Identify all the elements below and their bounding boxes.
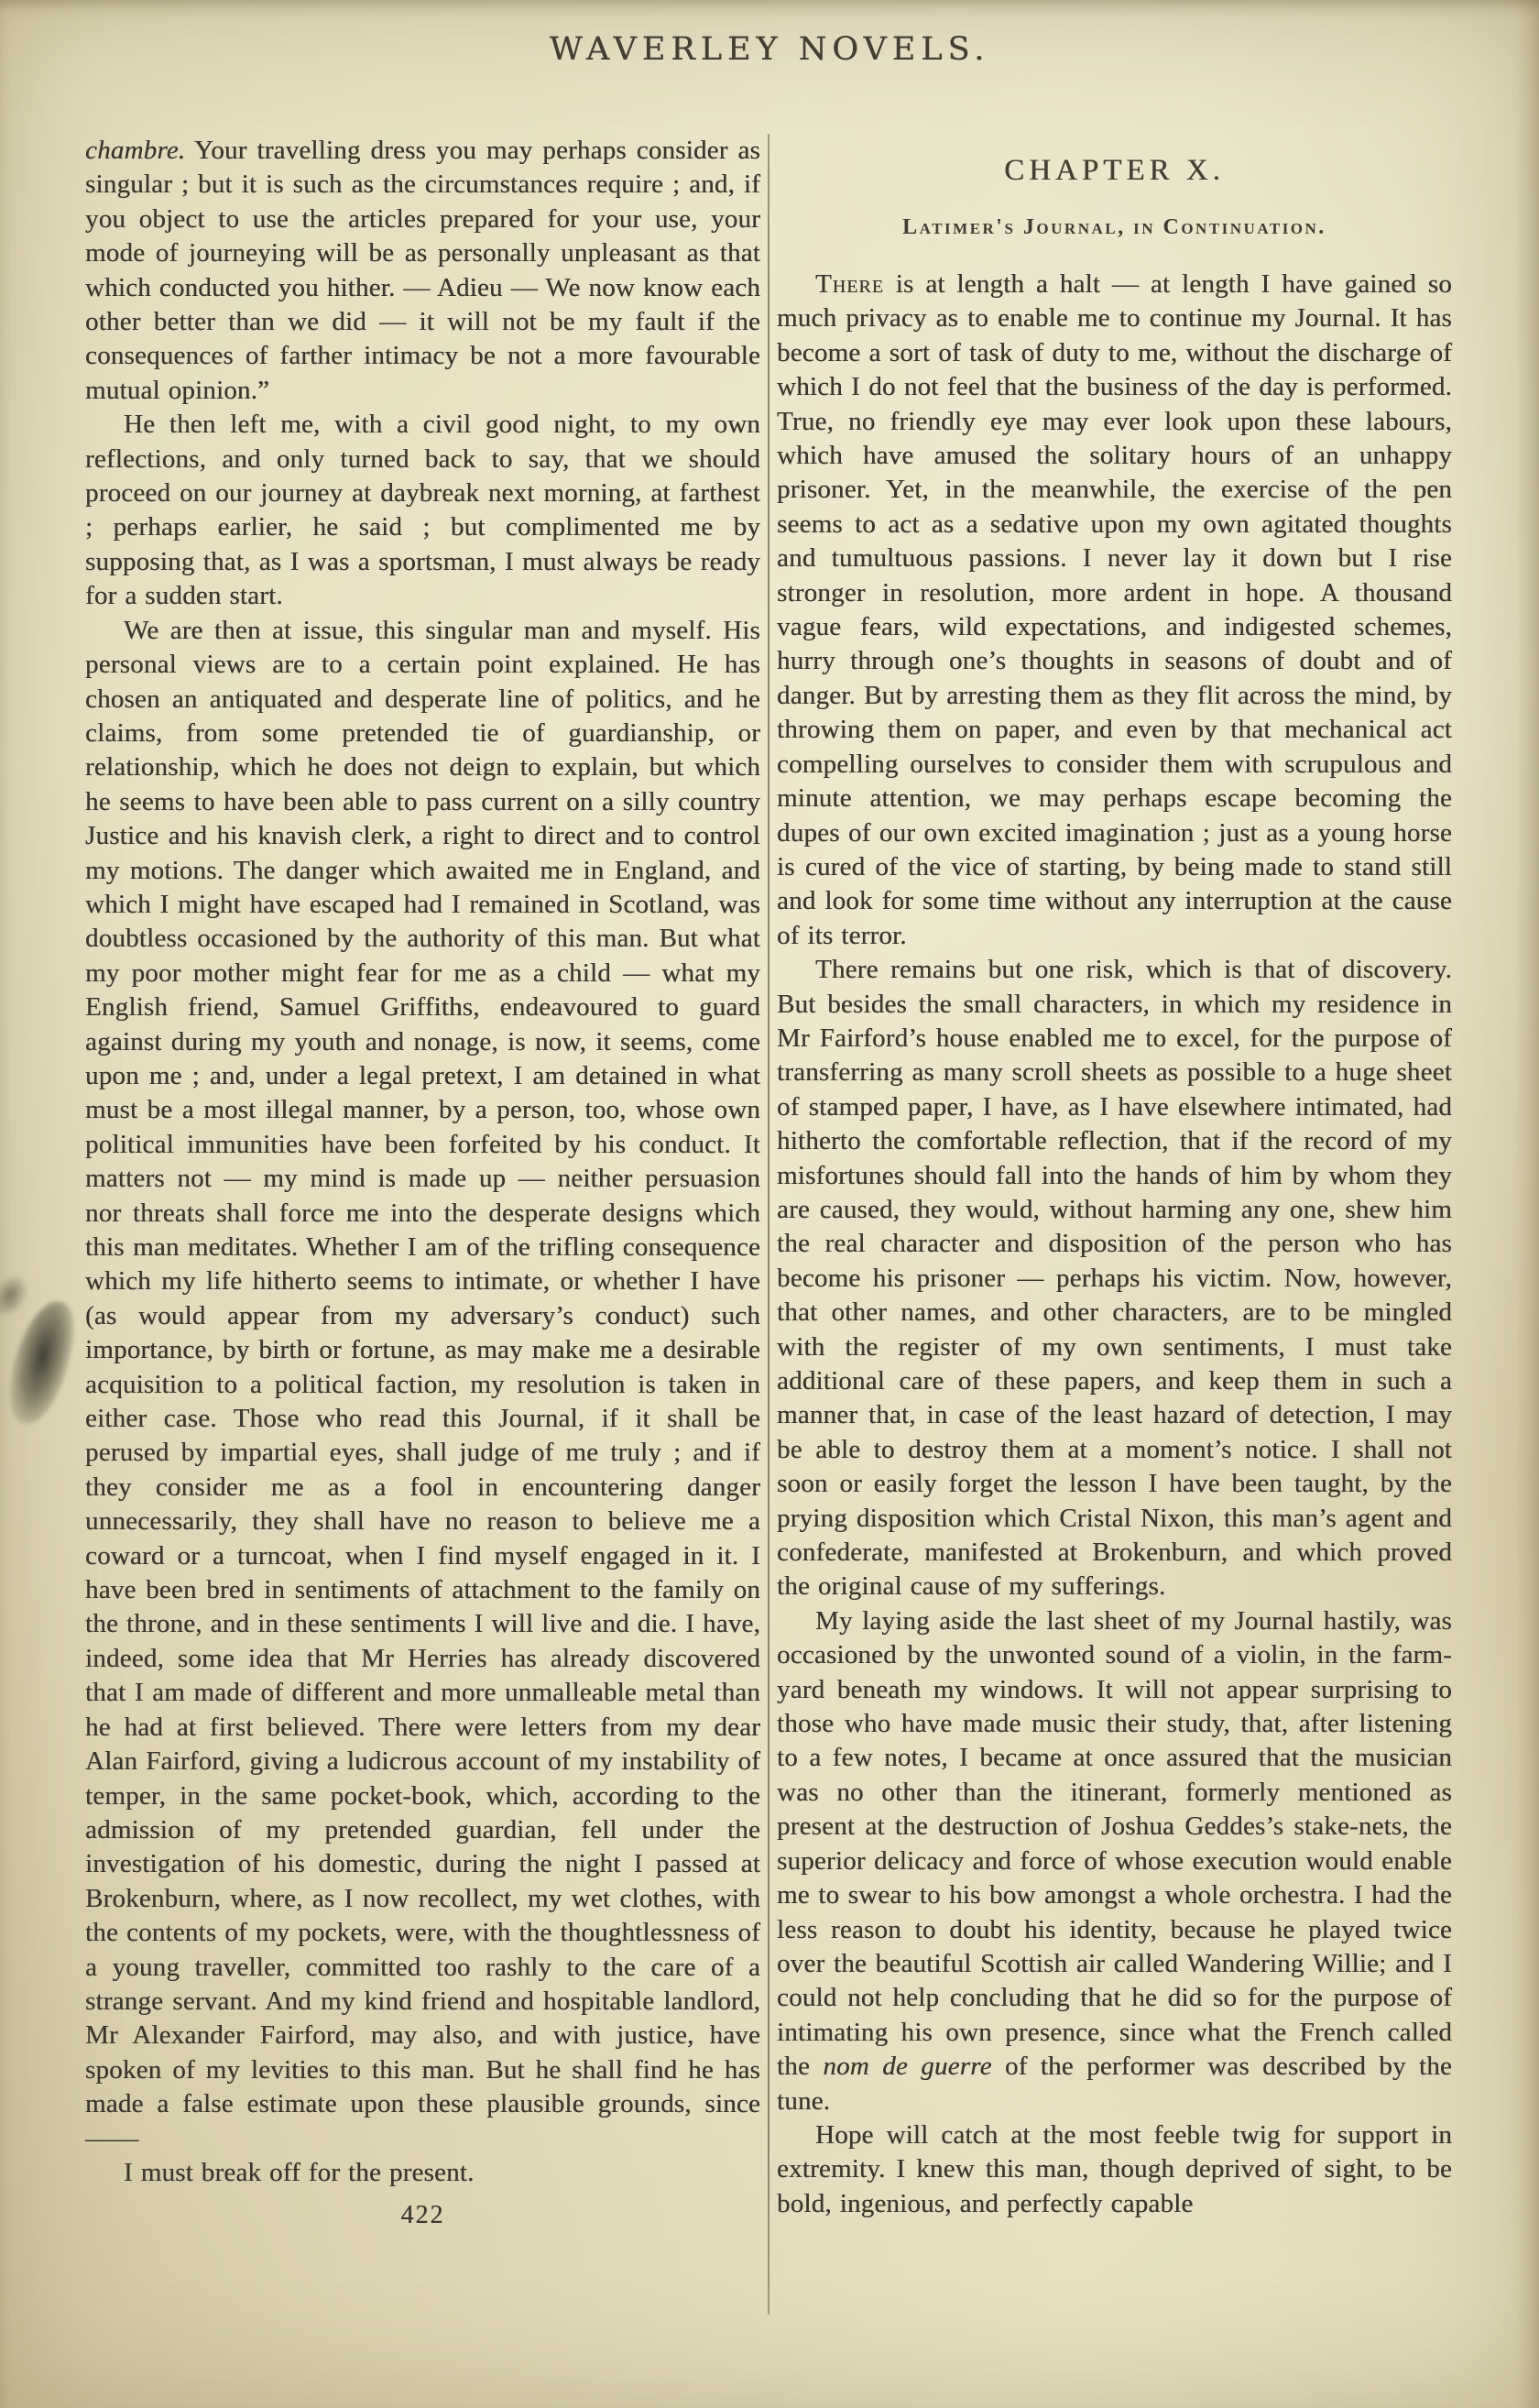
italic-phrase: nom de guerre [823,2052,992,2082]
text-columns [85,134,1452,2315]
ink-smudge [0,1295,82,1430]
left-column [85,134,760,2230]
page-number: 422 [400,2201,445,2230]
paragraph [777,1604,1452,2118]
chapter-subtitle: Latimer's Journal, in Continuation. [902,215,1326,239]
italic-lead: chambre. [85,136,186,165]
column-rule [768,134,770,2315]
paragraph: I must break off for the present. [124,2157,475,2187]
paragraph: There remains but one risk, which is that of discovery. But besides the small characters, in which my residence in Mr Fairford’s house enabled me to excel, for the purpose of transferring as many scroll sheets as possible to a huge sheet of stamped paper, I have, as I have elsewhere intimated, had hitherto the comfortable reflection, that if the record of my misfortunes should fall into the hands of him by whom they are caused, they would, without harming any one, shew him the real character and disposition of the person who has become his prisoner — perhaps his victim. Now, however, that other names, and other characters, are to be mingled with the register of my own sentiments, I must take additional care of these papers, and keep them in such a manner that, in case of the least hazard of detection, I may be able to destroy them at a moment’s notice. I shall not soon or easily forget the lesson I have been taught, by the prying disposition which Cristal Nixon, this man’s agent and confederate, manifested at Brokenburn, and which proved the original cause of my sufferings. [777,955,1452,1602]
paragraph-text: My laying aside the last sheet of my Journal hastily, was occasioned by the unwonted sound of a violin, in the farm-yard beneath my windows. It will not appear surprising to those who have made music their study, that, after listening to a few notes, I became at once assured that the musician was no other than the itinerant, formerly mentioned as present at the destruction of Joshua Geddes’s stake-nets, the superior delicacy and force of whose execution would enable me to swear to his bow amongst a whole orchestra. I had the less reason to doubt his identity, because he played twice over the beautiful Scottish air called Wandering Willie; and I could not help concluding that he did so for the purpose of intimating his own presence, since what the French called the [777,1605,1452,2082]
paragraph: Hope will catch at the most feeble twig for support in extremity. I knew this man, though deprived of sight, to be bold, ingenious, and perfectly capable [777,2119,1452,2218]
paragraph [777,268,1452,953]
right-column [777,134,1452,2221]
ink-smudge-small [0,1269,35,1323]
chapter-heading: CHAPTER X. [1004,154,1225,187]
paragraph-text: of the performer was described by the tune. [777,2052,1453,2116]
paragraph-text: Your travelling dress you may perhaps consider as singular ; but it is such as the circumstances require ; and, if you object to use the articles prepared for your use, your mode of journeying will be as personally unpleasant as that which conducted you hither. — Adieu — We now know each other better than we did — it will not be my fault if the consequences of farther intimacy be not a more favourable mutual opinion.” [85,136,760,405]
page-edge-shade [1515,0,1539,2408]
running-head: WAVERLEY NOVELS. [549,31,990,68]
paragraph: He then left me, with a civil good night, to my own reflections, and only turned back to say, that we should proceed on our journey at daybreak next morning, at farthest ; perhaps earlier, he said ; but complimented me by supposing that, as I was a sportsman, I must always be ready for a sudden start. [85,410,760,611]
paragraph: We are then at issue, this singular man and myself. His personal views are to a certain point explained. He has chosen an antiquated and desperate line of politics, and he claims, from some pretended tie of guardianship, or relationship, which he does not deign to explain, but which he seems to have been able to pass current on a silly country Justice and his knavish clerk, a right to direct and to control my motions. The danger which awaited me in England, and which I might have escaped had I remained in Scotland, was doubtless occasioned by the authority of this man. But what my poor mother might fear for me as a child — what my English friend, Samuel Griffiths, endeavoured to guard against during my youth and nonage, is now, it seems, come upon me ; and, under a legal pretext, I am detained in what must be a most illegal manner, by a person, too, whose own political immunities have been forfeited by his conduct. It matters not — my mind is made up — neither persuasion nor threats shall force me into the desperate designs which this man meditates. Whether I am of the trifling consequence which my life hitherto seems to intimate, or whether I have (as would appear from my adversary’s conduct) such importance, by birth or fortune, as may make me a desirable acquisition to a political faction, my resolution is taken in either case. Those who read this Journal, if it shall be perused by impartial eyes, shall judge of me truly ; and if they consider me as a fool in encountering danger unnecessarily, they shall have no reason to believe me a coward or a turncoat, when I find myself engaged in it. I have been bred in sentiments of attachment to the family on the throne, and in these sentiments I will live and die. I have, indeed, some idea that Mr Herries has already discovered that I am made of different and more unmalleable metal than he had at first believed. There were letters from my dear Alan Fairford, giving a ludicrous account of my instability of temper, in the same pocket-book, which, according to the admission of my pretended guardian, fell under the investigation of his domestic, during the night I passed at Brokenburn, where, as I now recollect, my wet clothes, with the contents of my pockets, were, with the thoughtlessness of a young traveller, committed too rashly to the care of a strange servant. And my kind friend and hospitable landlord, Mr Alexander Fairford, may also, and with justice, have spoken of my levities to this man. But he shall find he has made a false estimate upon these plausible grounds, since —— [85,615,760,2153]
paragraph [85,134,760,408]
paragraph-text: is at length a halt — at length I have gained so much privacy as to enable me to continue my Journal. It has become a sort of task of duty to me, without the discharge of which I do not feel that the business of the day is performed. True, no friendly eye may ever look upon these labours, which have amused the solitary hours of an unhappy prisoner. Yet, in the meanwhile, the exercise of the pen seems to act as a sedative upon my own agitated thoughts and tumultuous passions. I never lay it down but I rise stronger in resolution, more ardent in hope. A thousand vague fears, wild expectations, and indigested schemes, hurry through one’s thoughts in seasons of doubt and of danger. But by arresting them as they flit across the mind, by throwing them on paper, and even by that mechanical act compelling ourselves to consider them with scrupulous and minute attention, we may perhaps escape becoming the dupes of our own excited imagination ; just as a young horse is cured of the vice of starting, by being made to stand still and look for some time without any interruption at the cause of its terror. [777,269,1452,950]
chapter-body [777,268,1452,2221]
smallcaps-lead: There [815,269,884,299]
